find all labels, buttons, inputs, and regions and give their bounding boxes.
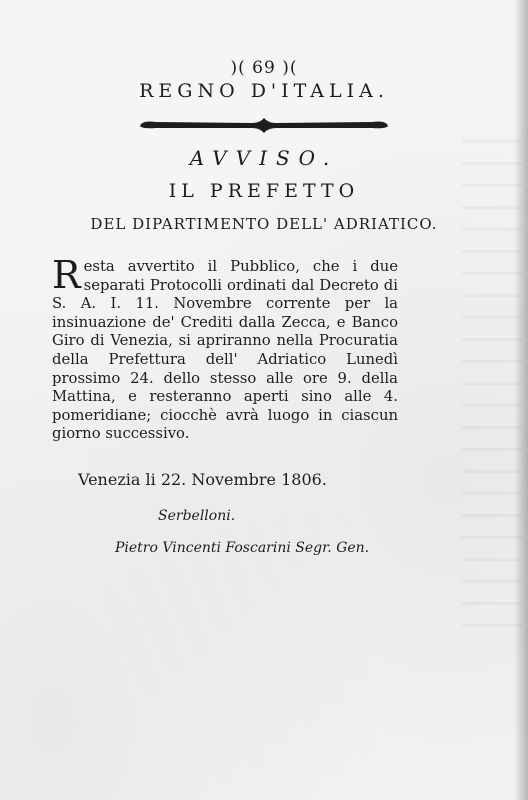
notice-body — [52, 253, 398, 444]
prefect-heading: IL PREFETTO — [168, 180, 360, 202]
date-line: Venezia li 22. Novembre 1806. — [78, 470, 327, 489]
department-heading: DEL DIPARTIMENTO DELL' ADRIATICO. — [90, 215, 438, 233]
notice-body-text: esta avvertito il Pubblico, che i due separati Protocolli ordinati dal Decreto di S. A. I. 11. Novembre corrente per la insinuazione de' Crediti dalla Zecca, e Banco Giro di Venezia, si apriranno nella Procuratia della Prefettura dell' Adriatico Lunedì prossimo 24. dello stesso alle ore 9. della Mattina, e resteranno aperti sino alle 4. pomeridiane; ciocchè avrà luogo in ciascun giorno successivo. — [52, 258, 398, 443]
notice-heading: AVVISO. — [189, 146, 339, 170]
page-number: )( 69 )( — [230, 58, 298, 78]
signature-prefect: Serbelloni. — [158, 508, 236, 524]
drop-cap: R — [52, 253, 81, 297]
ornamental-rule-icon — [134, 116, 394, 136]
ornamental-rule — [0, 116, 528, 140]
kingdom-heading: REGNO D'ITALIA. — [139, 80, 389, 102]
signature-secretary: Pietro Vincenti Foscarini Segr. Gen. — [115, 540, 370, 556]
